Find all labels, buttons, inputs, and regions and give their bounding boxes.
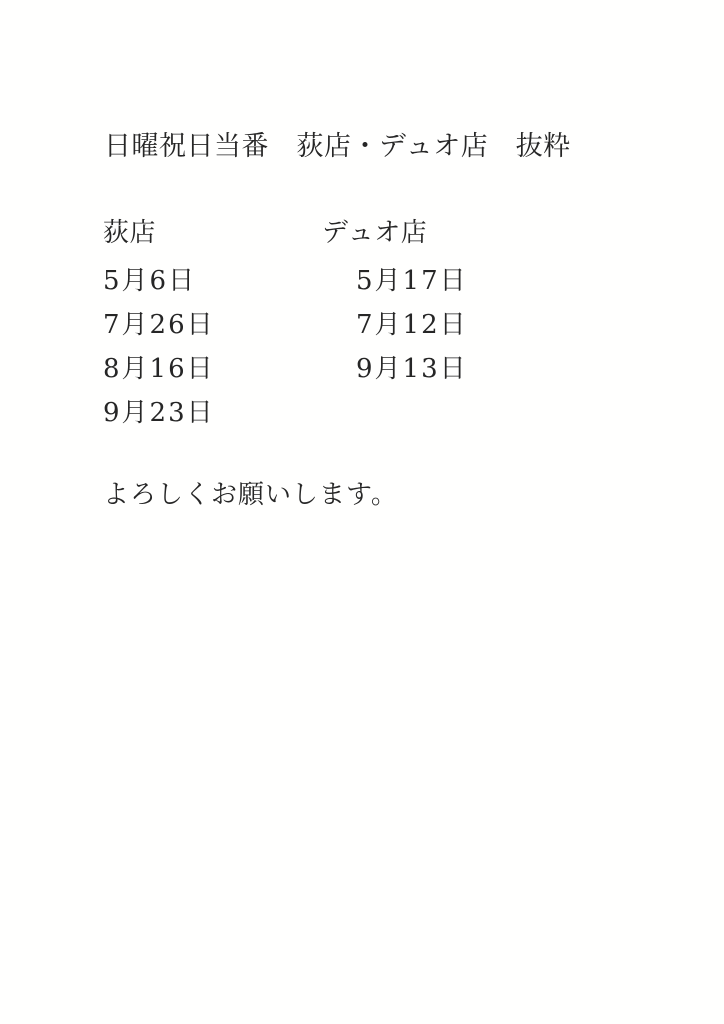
date-item: 5月17日 (356, 266, 468, 296)
date-item: 9月23日 (103, 398, 215, 428)
date-item: 8月16日 (103, 354, 215, 384)
column-duo-store (322, 212, 468, 392)
date-item: 7月26日 (103, 310, 215, 340)
date-item: 7月12日 (356, 310, 468, 340)
column-header-ogi-store: 荻店 (103, 218, 157, 248)
column-header-duo-store: デュオ店 (322, 218, 428, 248)
closing-note: よろしくお願いします。 (103, 480, 398, 510)
date-item: 5月6日 (103, 266, 197, 296)
column-ogi-store (103, 212, 215, 436)
date-item: 9月13日 (356, 354, 468, 384)
document-title: 日曜祝日当番 荻店・デュオ店 抜粋 (104, 131, 571, 162)
